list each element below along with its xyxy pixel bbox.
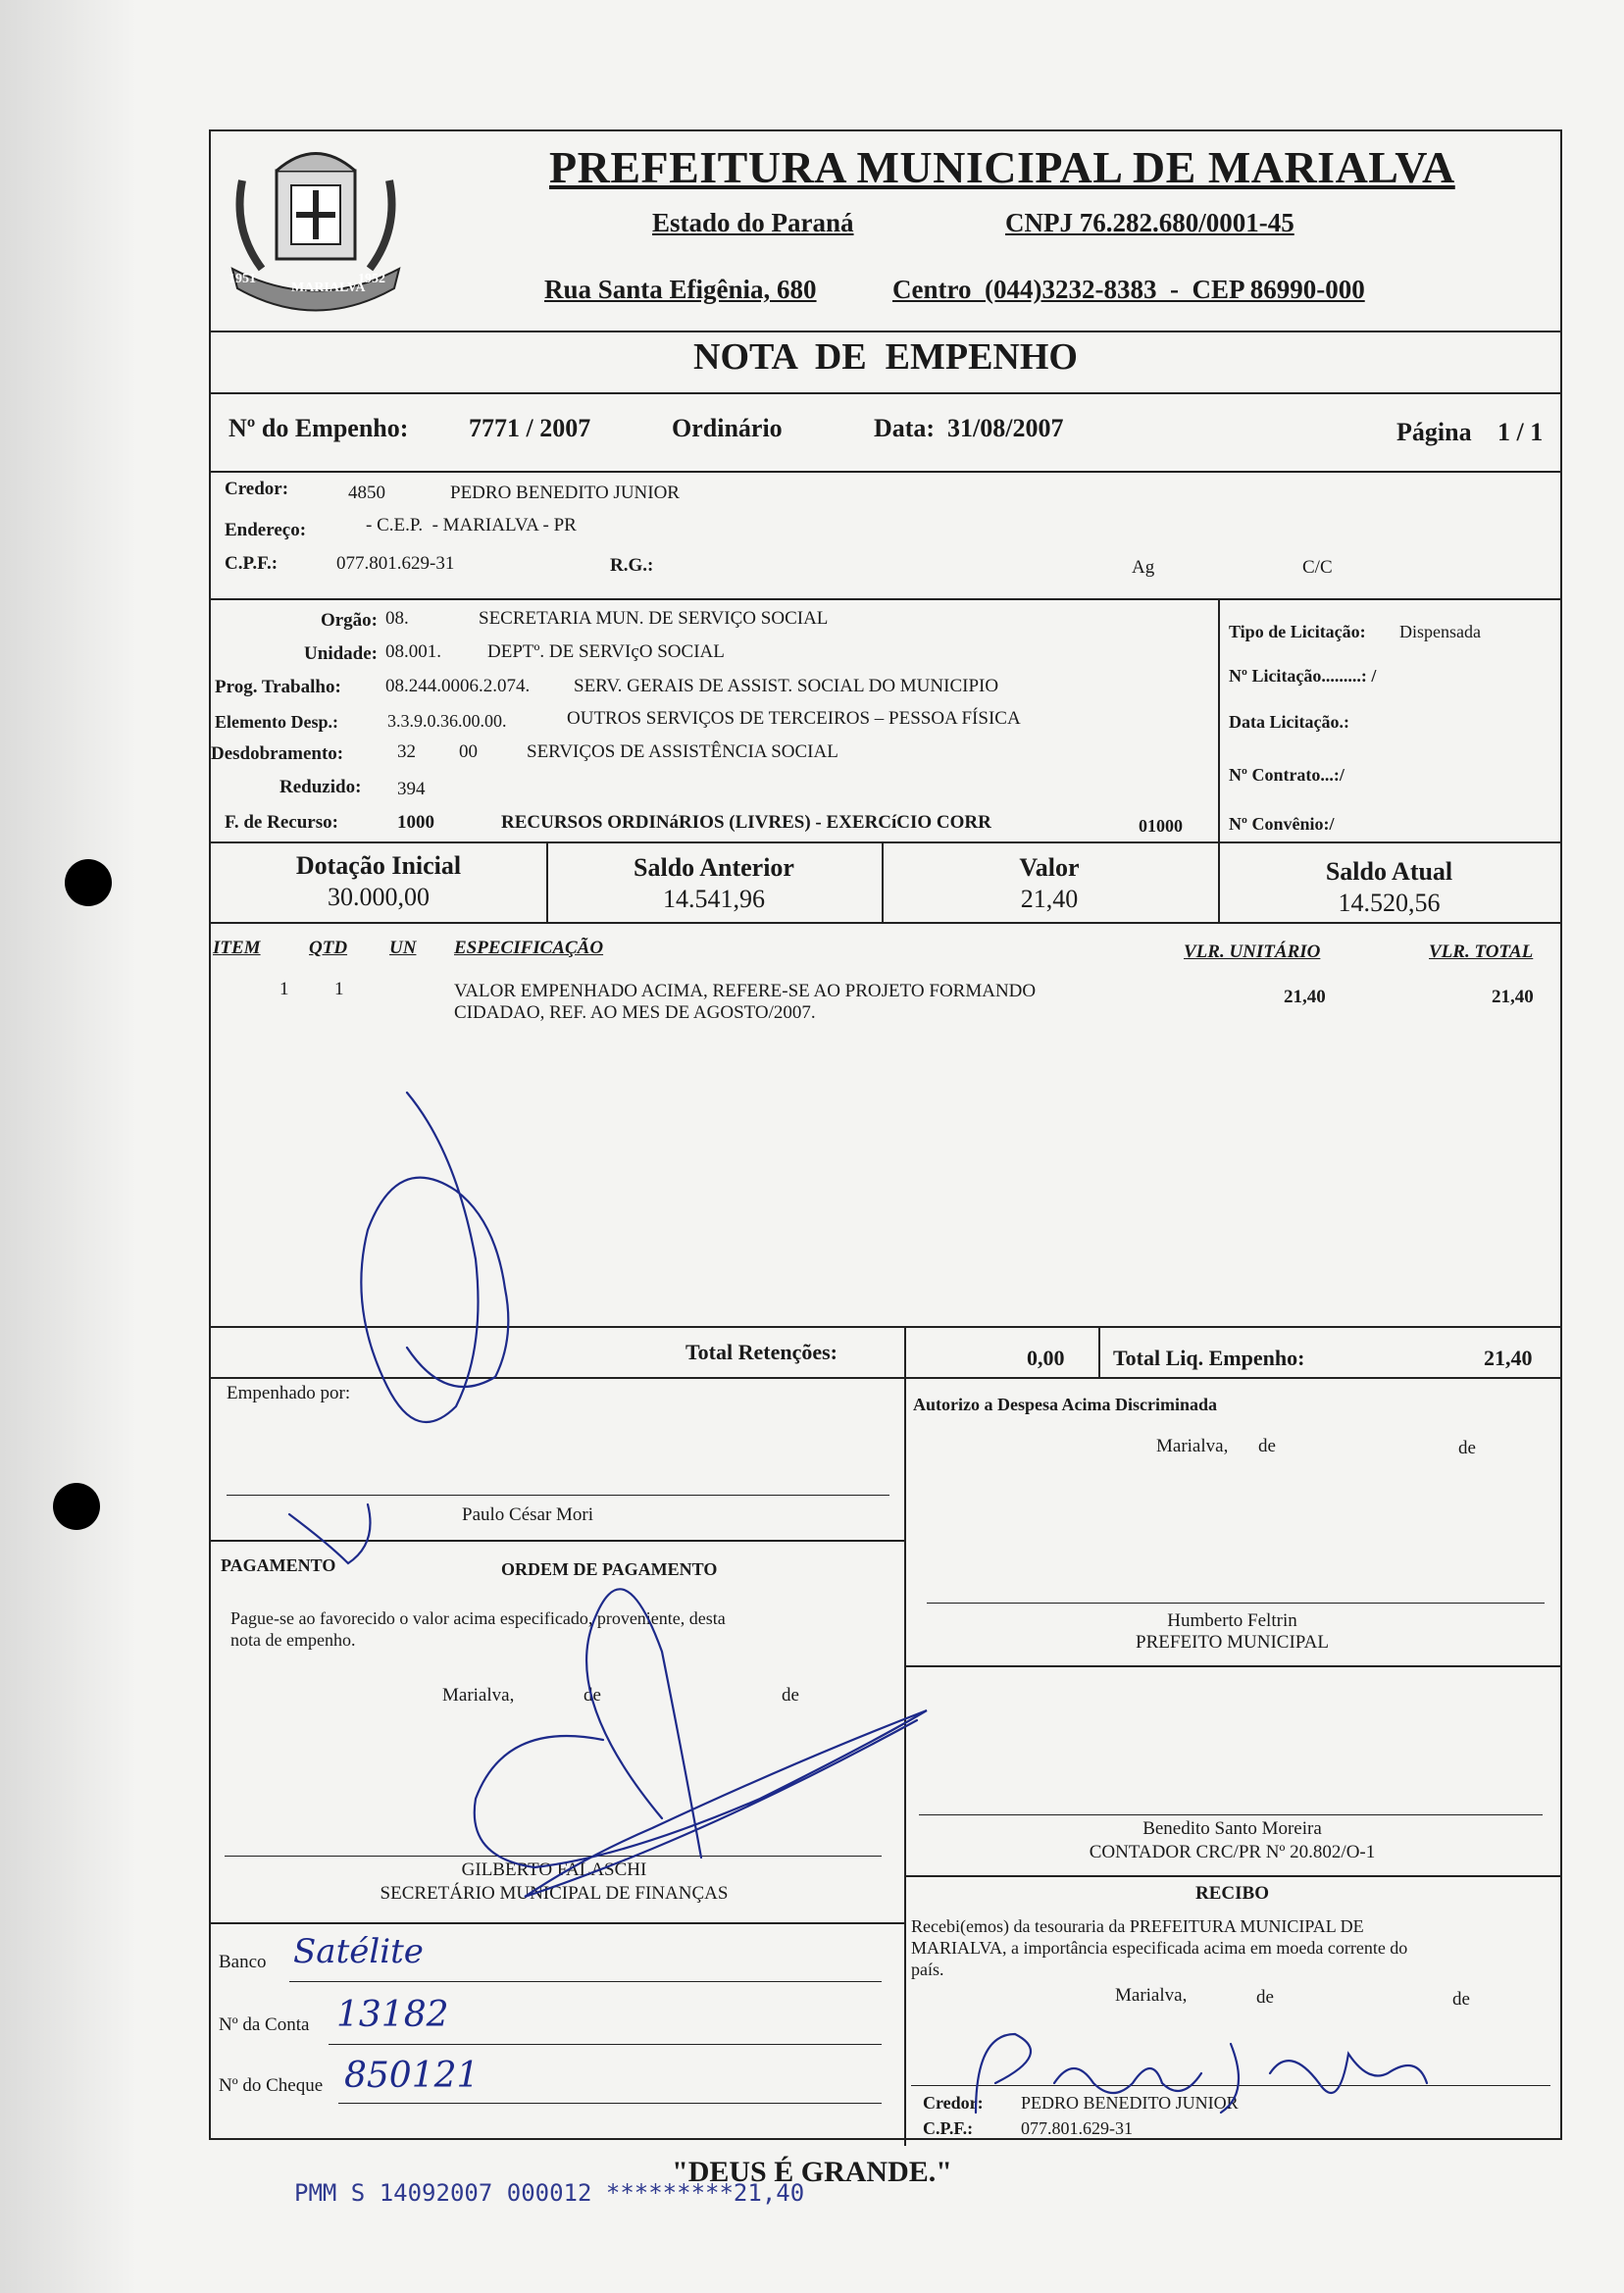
prog-label: Prog. Trabalho: xyxy=(215,677,341,697)
dotacao-label: Dotação Inicial xyxy=(295,851,462,880)
state-name: Estado do Paraná xyxy=(652,208,854,237)
row-qtd: 1 xyxy=(334,979,344,999)
ordem-label: ORDEM DE PAGAMENTO xyxy=(501,1559,718,1579)
recibo-text-3: país. xyxy=(911,1960,944,1979)
credor-name: PEDRO BENEDITO JUNIOR xyxy=(450,483,680,503)
recibo-place: Marialva, xyxy=(1115,1985,1188,2006)
secretario-role: SECRETÁRIO MUNICIPAL DE FINANÇAS xyxy=(380,1883,729,1904)
recibo-de-2: de xyxy=(1452,1989,1470,2010)
unidade-desc: DEPTº. DE SERVIçO SOCIAL xyxy=(487,641,725,662)
scan-shadow xyxy=(0,0,137,2293)
pagamento-de-2: de xyxy=(782,1685,799,1706)
credor-label: Credor: xyxy=(225,479,289,499)
elemento-label: Elemento Desp.: xyxy=(215,712,338,732)
liquido-value: 21,40 xyxy=(1484,1346,1533,1370)
unidade-code: 08.001. xyxy=(385,641,441,662)
empenho-date: 31/08/2007 xyxy=(947,414,1064,442)
cheque-label: Nº do Cheque xyxy=(219,2075,324,2096)
col-qtd: QTD xyxy=(309,938,348,958)
endereco-label: Endereço: xyxy=(225,520,307,540)
empenho-number: 7771 / 2007 xyxy=(469,414,591,442)
conta-value: 13182 xyxy=(336,1995,449,2035)
contador-role: CONTADOR CRC/PR Nº 20.802/O-1 xyxy=(1089,1842,1376,1862)
recibo-cpf-value: 077.801.629-31 xyxy=(1021,2118,1133,2138)
signature-gilberto xyxy=(475,1589,927,1897)
pagamento-text-1: Pague-se ao favorecido o valor acima especificado, proveniente, desta xyxy=(230,1608,726,1628)
signature-pedro xyxy=(976,2034,1427,2113)
prog-code: 08.244.0006.2.074. xyxy=(385,676,531,696)
punch-hole-top xyxy=(65,859,112,906)
payment-stamp: PMM S 14092007 000012 *********21,40 xyxy=(294,2179,805,2207)
nota-empenho-form xyxy=(209,129,1562,2140)
crest-ribbon: MARIALVA xyxy=(291,280,366,295)
valor-value: 21,40 xyxy=(1020,885,1079,913)
endereco-value: - C.E.P. - MARIALVA - PR xyxy=(366,515,577,535)
orgao-label: Orgão: xyxy=(320,610,378,631)
col-vlr-unitario: VLR. UNITÁRIO xyxy=(1184,942,1321,962)
desdobramento-a: 32 xyxy=(397,741,416,762)
banco-label: Banco xyxy=(219,1952,267,1972)
saldo-anterior-value: 14.541,96 xyxy=(663,885,765,913)
col-vlr-total: VLR. TOTAL xyxy=(1429,942,1534,962)
conta-label: Nº da Conta xyxy=(219,2014,310,2035)
recibo-de-1: de xyxy=(1256,1987,1274,2008)
cnpj: CNPJ 76.282.680/0001-45 xyxy=(1005,208,1294,237)
pagamento-place: Marialva, xyxy=(442,1685,515,1706)
address: Rua Santa Efigênia, 680 xyxy=(544,275,817,304)
credor-code: 4850 xyxy=(348,483,385,503)
saldo-atual-value: 14.520,56 xyxy=(1338,889,1441,917)
fonte-code: 1000 xyxy=(397,812,434,833)
secretario-name: GILBERTO FALASCHI xyxy=(461,1860,647,1880)
autorizo-label: Autorizo a Despesa Acima Discriminada xyxy=(913,1395,1217,1414)
municipality-title: PREFEITURA MUNICIPAL DE MARIALVA xyxy=(549,142,1455,192)
dotacao-value: 30.000,00 xyxy=(328,883,430,911)
autorizo-de-2: de xyxy=(1458,1438,1476,1458)
cheque-value: 850121 xyxy=(344,2056,480,2096)
recibo-label: RECIBO xyxy=(1195,1883,1269,1904)
cc-label: C/C xyxy=(1302,557,1333,578)
valor-label: Valor xyxy=(1019,853,1080,882)
desdobramento-label: Desdobramento: xyxy=(211,743,344,764)
prefeito-role: PREFEITO MUNICIPAL xyxy=(1136,1632,1329,1653)
orgao-desc: SECRETARIA MUN. DE SERVIÇO SOCIAL xyxy=(479,608,829,629)
reduzido-label: Reduzido: xyxy=(279,777,362,797)
pagamento-label: PAGAMENTO xyxy=(221,1555,336,1575)
prog-desc: SERV. GERAIS DE ASSIST. SOCIAL DO MUNICIPIO xyxy=(574,676,999,696)
recibo-text-1: Recebi(emos) da tesouraria da PREFEITURA MUNICIPAL DE xyxy=(911,1916,1364,1936)
tipo-licitacao-value: Dispensada xyxy=(1399,622,1481,641)
tipo-licitacao-label: Tipo de Licitação: xyxy=(1229,622,1366,641)
saldo-anterior-label: Saldo Anterior xyxy=(634,853,794,882)
cpf-label: C.P.F.: xyxy=(225,553,279,574)
empenho-type: Ordinário xyxy=(672,414,783,442)
elemento-desc: OUTROS SERVIÇOS DE TERCEIROS – PESSOA FÍSICA xyxy=(567,708,1021,729)
page-number: 1 / 1 xyxy=(1497,418,1544,446)
empenho-date-label: Data: xyxy=(874,414,936,442)
col-item: ITEM xyxy=(213,938,261,958)
banco-value: Satélite xyxy=(293,1932,424,1971)
row-total: 21,40 xyxy=(1492,987,1534,1007)
recibo-credor-label: Credor: xyxy=(923,2093,984,2113)
document-title: NOTA DE EMPENHO xyxy=(693,336,1078,378)
empenhado-label: Empenhado por: xyxy=(227,1383,351,1403)
col-un: UN xyxy=(389,938,417,958)
elemento-code: 3.3.9.0.36.00.00. xyxy=(387,711,507,731)
handwritten-signatures xyxy=(211,131,1560,2138)
contador-name: Benedito Santo Moreira xyxy=(1142,1818,1322,1839)
punch-hole-bottom xyxy=(53,1483,100,1530)
desdobramento-b: 00 xyxy=(459,741,478,762)
fonte-num: 01000 xyxy=(1139,816,1183,836)
row-item: 1 xyxy=(279,979,289,999)
motto: "DEUS É GRANDE." xyxy=(672,2156,952,2188)
retencoes-value: 0,00 xyxy=(1027,1346,1065,1370)
reduzido-value: 394 xyxy=(397,779,426,799)
contrato-number: Nº Contrato...:/ xyxy=(1229,765,1345,785)
convenio-number: Nº Convênio:/ xyxy=(1229,814,1335,834)
retencoes-label: Total Retenções: xyxy=(685,1340,837,1364)
crest-year-right: 1952 xyxy=(358,272,385,286)
orgao-code: 08. xyxy=(385,608,409,629)
saldo-atual-label: Saldo Atual xyxy=(1325,857,1453,886)
row-unit: 21,40 xyxy=(1284,987,1326,1007)
col-especificacao: ESPECIFICAÇÃO xyxy=(454,938,604,958)
desdobramento-desc: SERVIÇOS DE ASSISTÊNCIA SOCIAL xyxy=(527,741,838,762)
licitacao-number: Nº Licitação.........: / xyxy=(1229,666,1377,686)
crest-year-left: 1951 xyxy=(228,272,256,286)
address-contact: Centro (044)3232-8383 - CEP 86990-000 xyxy=(892,275,1365,304)
recibo-text-2: MARIALVA, a importância especificada acima em moeda corrente do xyxy=(911,1938,1408,1958)
autorizo-de-1: de xyxy=(1258,1436,1276,1456)
fonte-desc: RECURSOS ORDINáRIOS (LIVRES) - EXERCíCIO CORR xyxy=(501,812,991,833)
row-espec-line1: VALOR EMPENHADO ACIMA, REFERE-SE AO PROJETO FORMANDO xyxy=(454,981,1037,1001)
empenho-number-label: Nº do Empenho: xyxy=(228,414,409,442)
cpf-value: 077.801.629-31 xyxy=(336,553,455,574)
recibo-cpf-label: C.P.F.: xyxy=(923,2118,974,2138)
rg-label: R.G.: xyxy=(610,555,654,576)
fonte-label: F. de Recurso: xyxy=(225,812,338,833)
prefeito-name: Humberto Feltrin xyxy=(1167,1610,1297,1631)
unidade-label: Unidade: xyxy=(304,643,378,664)
ag-label: Ag xyxy=(1132,557,1155,578)
autorizo-place: Marialva, xyxy=(1156,1436,1229,1456)
row-espec-line2: CIDADAO, REF. AO MES DE AGOSTO/2007. xyxy=(454,1002,816,1023)
recibo-credor-value: PEDRO BENEDITO JUNIOR xyxy=(1021,2093,1239,2113)
licitacao-date: Data Licitação.: xyxy=(1229,712,1349,732)
page-label: Página xyxy=(1396,418,1472,446)
pagamento-text-2: nota de empenho. xyxy=(230,1630,356,1650)
signature-paulo xyxy=(289,1093,508,1563)
empenhado-signer: Paulo César Mori xyxy=(462,1504,594,1525)
pagamento-de-1: de xyxy=(584,1685,601,1706)
liquido-label: Total Liq. Empenho: xyxy=(1113,1346,1305,1370)
